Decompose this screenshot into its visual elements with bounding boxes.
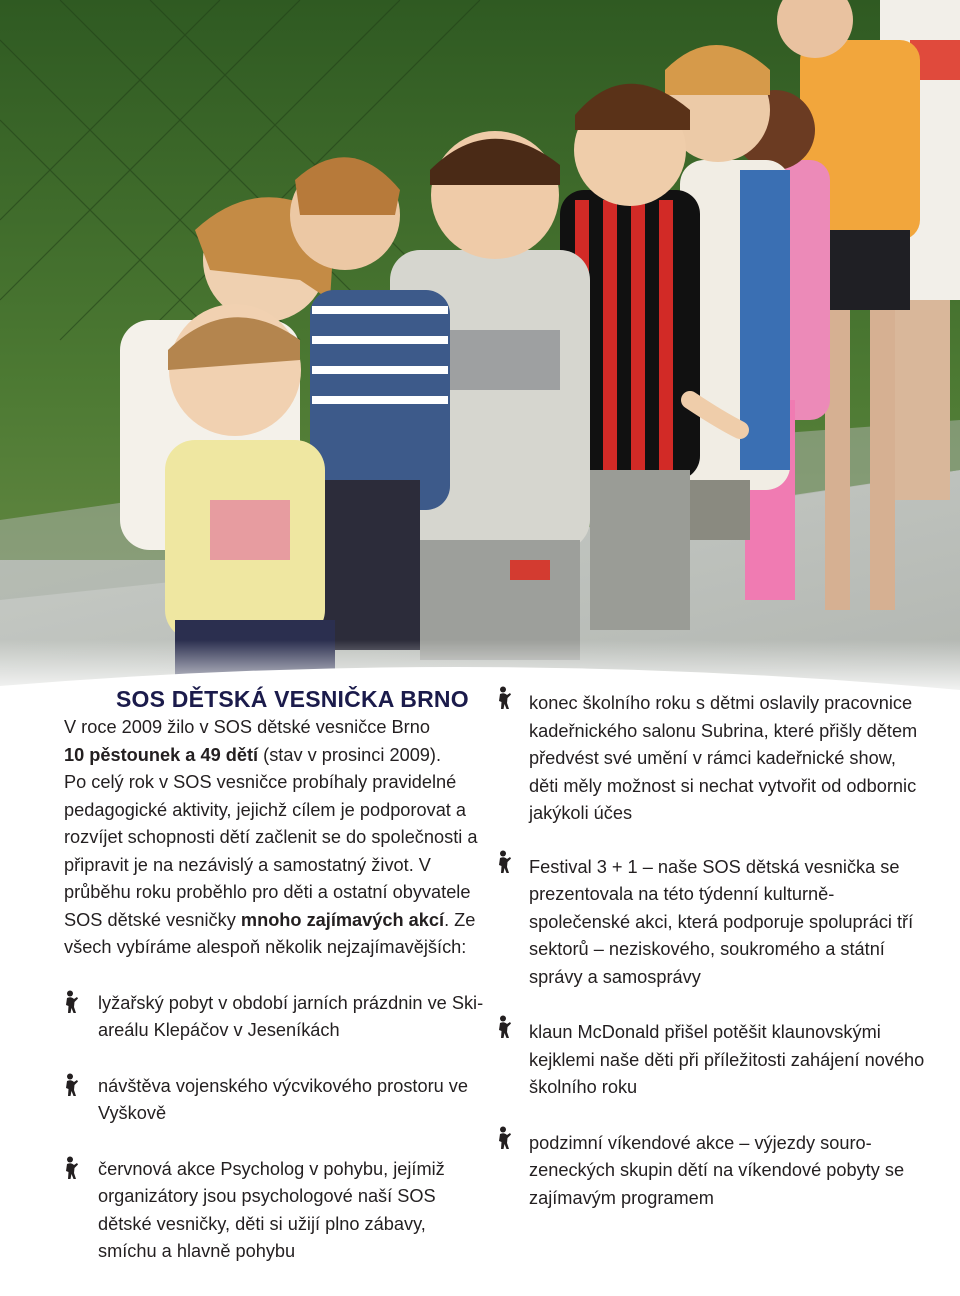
list-item xyxy=(64,990,484,1045)
event-text: konec školního roku s dětmi oslavily pracovnice kadeřnického salonu Subrina, které přišly dětem předvést své umění v rámci kadeřnické show, děti měly možnost si nechat vytvořit od odbornic jakýkoli účes xyxy=(529,693,918,823)
child-figure-icon xyxy=(64,1156,80,1180)
list-item xyxy=(529,1019,929,1102)
event-text: lyžařský pobyt v období jarních prázdnin ve Ski-areálu Klepáčov v Jeseníkách xyxy=(98,992,484,1040)
intro-paragraph xyxy=(64,714,484,962)
intro-body: Po celý rok v SOS vesničce probíhaly pravidelné pedagogické aktivity, jejichž cílem je podporovat a rozvíjet schopnosti dětí začlenit se do společnosti a připravit je na nezávislý a samostatný život. V průběhu roku proběhlo pro děti a ostatní obyvatele SOS dětské vesničky xyxy=(64,772,478,930)
intro-body-tail: . Ze všech vybíráme alespoň několik nejzajímavějších: xyxy=(64,909,476,957)
event-text: klaun McDonald přišel potěšit klaunovskými kejklemi naše děti při příležitosti zahájení nového školního roku xyxy=(529,1022,925,1097)
event-text: návštěva vojenského výcvikového prostoru ve Vyškově xyxy=(98,1075,469,1123)
child-figure-icon xyxy=(64,1073,80,1097)
intro-line-1: V roce 2009 žilo v SOS dětské vesničce Brno xyxy=(64,717,430,737)
event-text: červnová akce Psycholog v pohybu, jejímiž organizátory jsou psychologové naší SOS dětské vesničky, děti si užijí plno zábavy, smíchu a hlavně pohybu xyxy=(98,1158,445,1261)
list-item xyxy=(529,690,929,828)
list-item xyxy=(64,1156,484,1266)
child-figure-icon xyxy=(497,850,513,874)
section-title: SOS DĚTSKÁ VESNIČKA BRNO xyxy=(116,686,469,712)
intro-highlight-count: 10 pěstounek a 49 dětí xyxy=(64,744,259,765)
list-item xyxy=(529,1130,929,1213)
child-figure-icon xyxy=(497,1126,513,1150)
intro-line-1-tail: (stav v prosinci 2009). xyxy=(258,744,442,765)
event-list-right xyxy=(529,690,929,1240)
child-figure-icon xyxy=(497,686,513,710)
left-column xyxy=(64,684,484,1294)
child-figure-icon xyxy=(64,990,80,1014)
event-text: podzimní víkendové akce – výjezdy sourozeneckých skupin dětí na víkendové pobyty se zajímavým programem xyxy=(529,1132,905,1208)
list-item xyxy=(64,1073,484,1128)
event-text: Festival 3 + 1 – naše SOS dětská vesnička se prezentovala na této týdenní kulturněspolečenské akci, která podporuje spolupráci tří sektorů – neziskového, soukromého a státní správy a samosprávy xyxy=(529,856,914,987)
child-figure-icon xyxy=(497,1015,513,1039)
intro-highlight-events: mnoho zajímavých akcí xyxy=(240,909,445,930)
list-item xyxy=(529,854,929,992)
event-list-left xyxy=(64,990,484,1266)
